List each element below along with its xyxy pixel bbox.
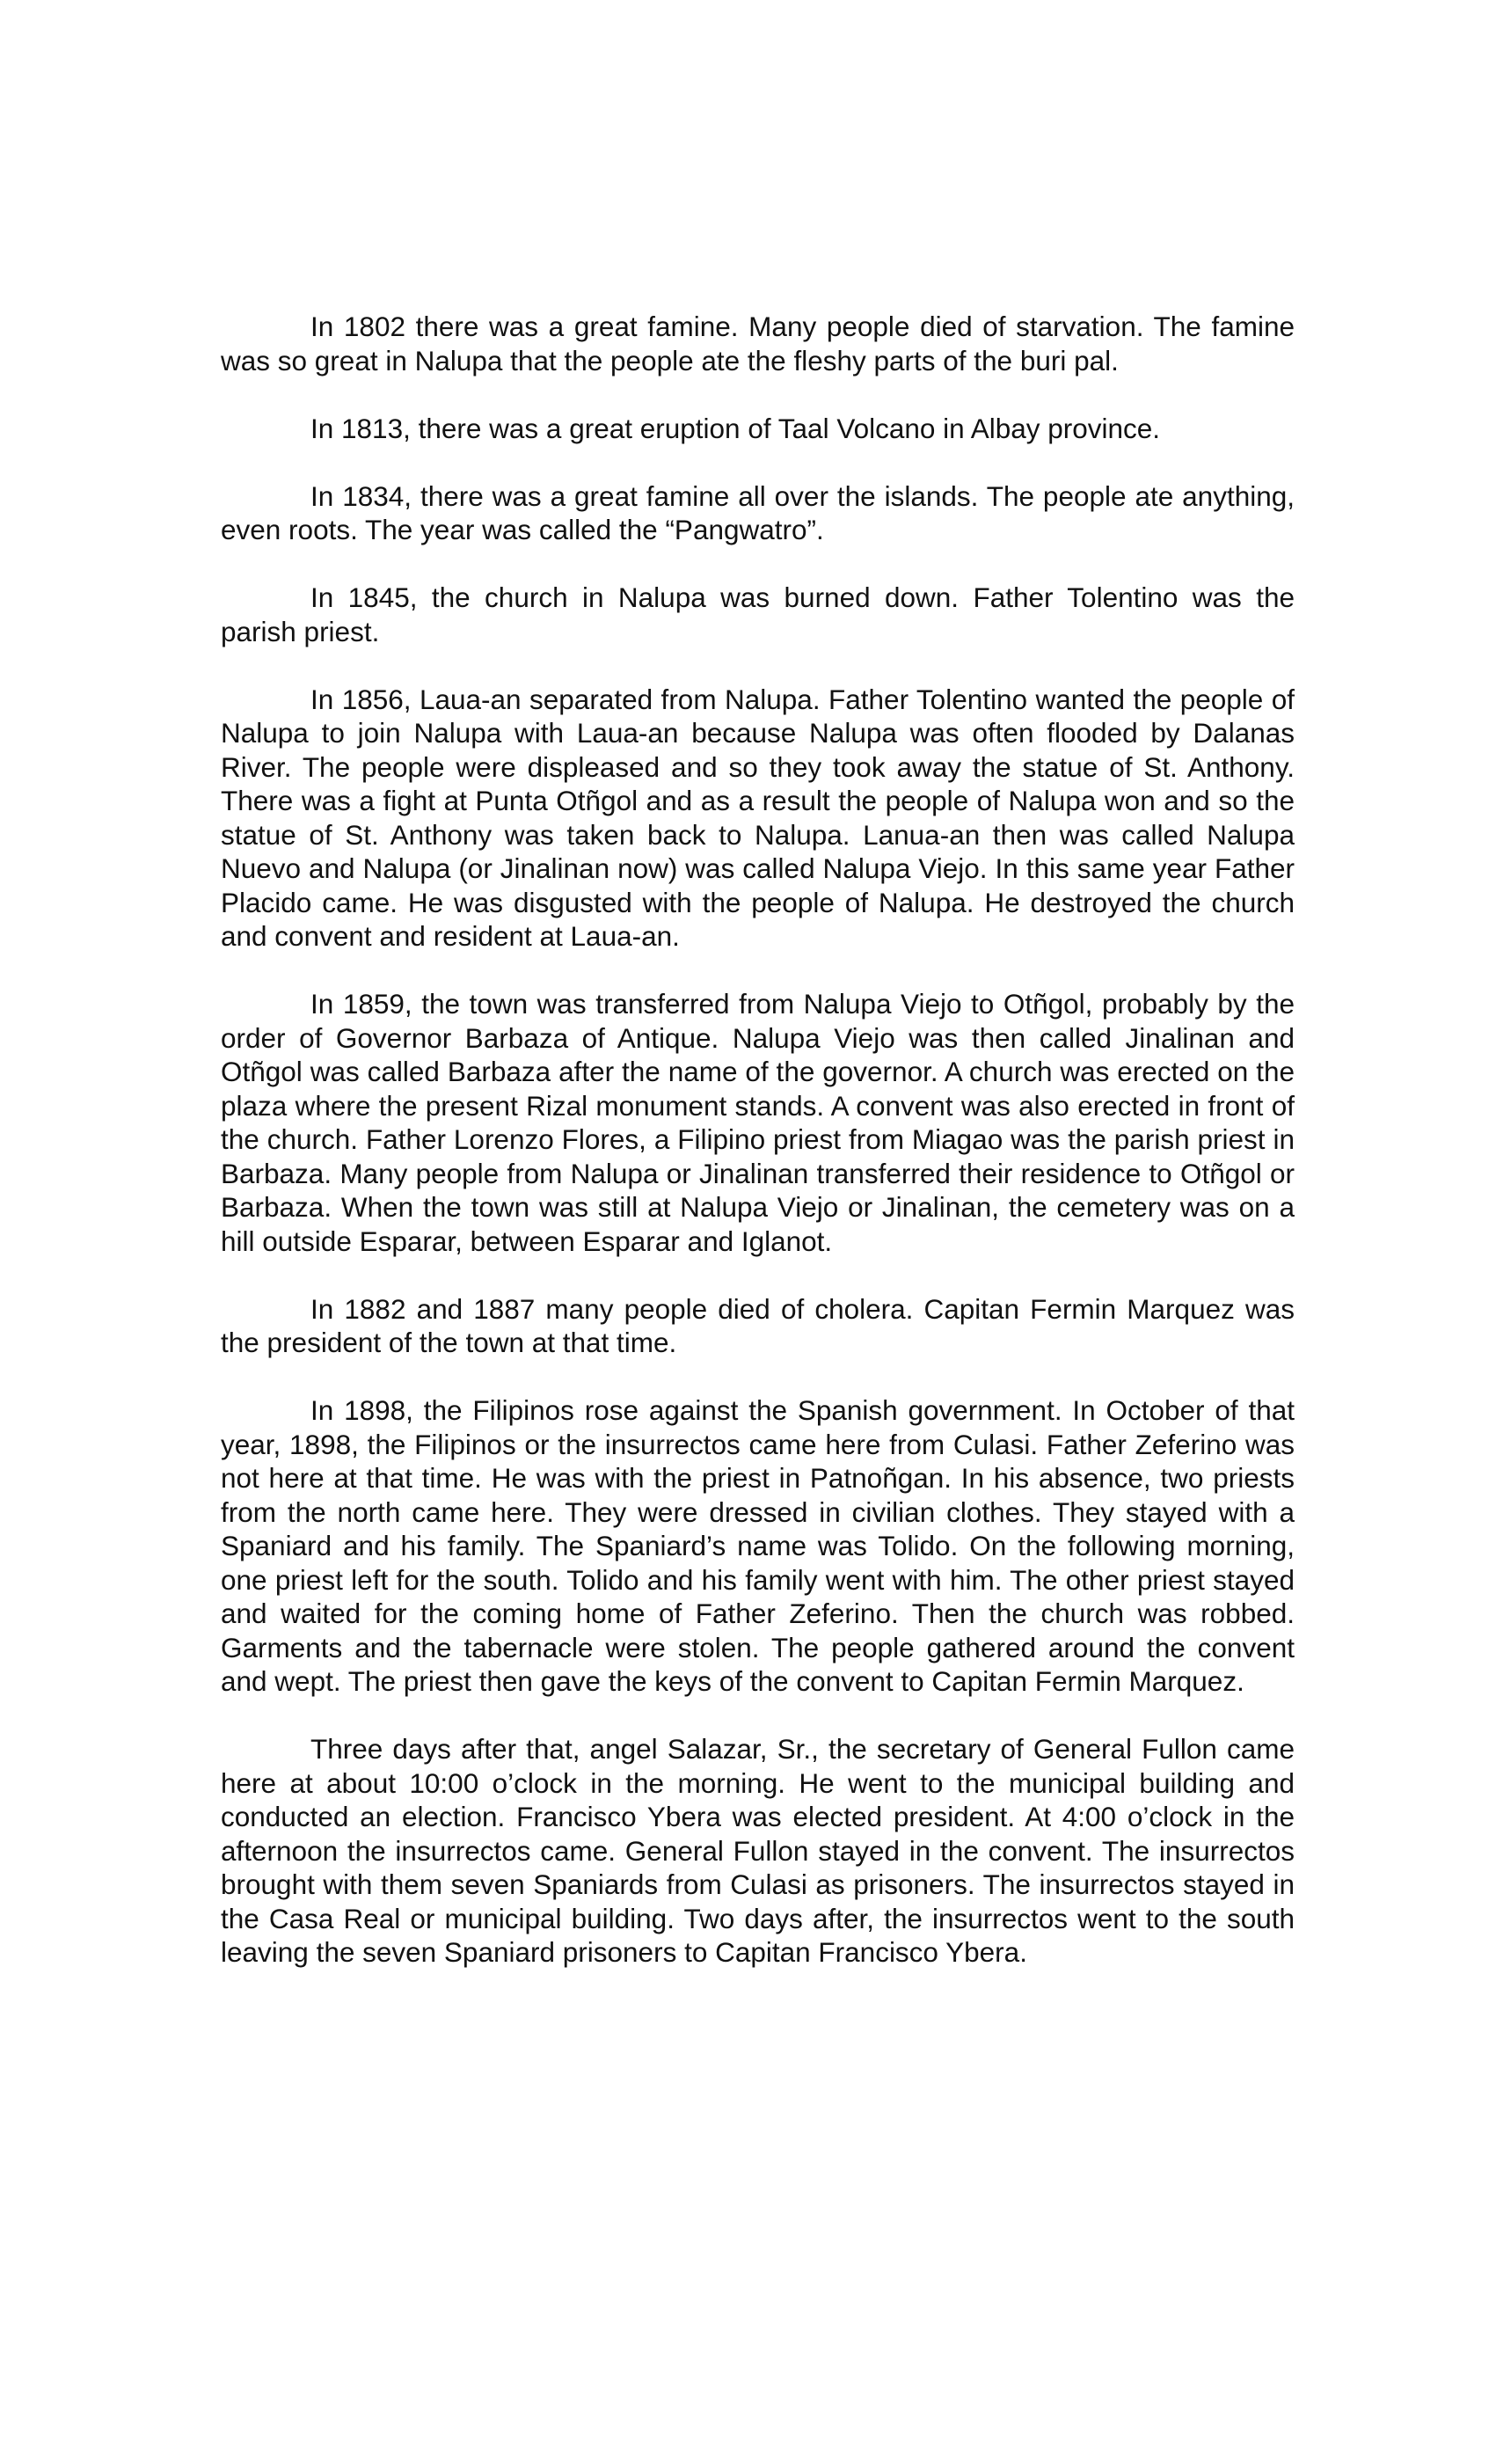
body-text [221, 310, 1295, 2003]
paragraph-1834-famine: In 1834, there was a great famine all over the islands. The people ate anything, even roots. The year was called the “Pangwatro”. [221, 479, 1295, 545]
paragraph-1813-eruption: In 1813, there was a great eruption of Taal Volcano in Albay province. [310, 412, 1161, 444]
paragraph-1856-separation: In 1856, Laua-an separated from Nalupa. Father Tolentino wanted the people of Nalupa to join Nalupa with Laua-an because Nalupa was often flooded by Dalanas River. The people were displeased and so they took away the statue of St. Anthony. There was a fight at Punta Otñgol and as a result the people of Nalupa won and so the statue of St. Anthony was taken back to Nalupa. Lanua-an then was called Nalupa Nuevo and Nalupa (or Jinalinan now) was called Nalupa Viejo. In this same year Father Placido came. He was disgusted with the people of Nalupa. He destroyed the church and convent and resident at Laua-an. [221, 683, 1295, 952]
paragraph-1845-church-burned: In 1845, the church in Nalupa was burned down. Father Tolentino was the parish priest. [221, 581, 1295, 647]
paragraph-1859-town-transfer: In 1859, the town was transferred from Nalupa Viejo to Otñgol, probably by the order of Governor Barbaza of Antique. Nalupa Viejo was then called Jinalinan and Otñgol was called Barbaza after the name of the governor. A church was erected on the plaza where the present Rizal monument stands. A convent was also erected in front of the church. Father Lorenzo Flores, a Filipino priest from Miagao was the parish priest in Barbaza. Many people from Nalupa or Jinalinan transferred their residence to Otñgol or Barbaza. When the town was still at Nalupa Viejo or Jinalinan, the cemetery was on a hill outside Esparar, between Esparar and Iglanot. [221, 988, 1295, 1257]
paragraph-1898-revolt: In 1898, the Filipinos rose against the Spanish government. In October of that year, 1898, the Filipinos or the insurrectos came here from Culasi. Father Zeferino was not here at that time. He was with the priest in Patnoñgan. In his absence, two priests from the north came here. They were dressed in civilian clothes. They stayed with a Spaniard and his family. The Spaniard’s name was Tolido. On the following morning, one priest left for the south. Tolido and his family went with him. The other priest stayed and waited for the coming home of Father Zeferino. Then the church was robbed. Garments and the tabernacle were stolen. The people gathered around the convent and wept. The priest then gave the keys of the convent to Capitan Fermin Marquez. [221, 1394, 1295, 1697]
paragraph-1882-cholera: In 1882 and 1887 many people died of cholera. Capitan Fermin Marquez was the president of the town at that time. [221, 1292, 1295, 1358]
paragraph-1802-famine: In 1802 there was a great famine. Many people died of starvation. The famine was so great in Nalupa that the people ate the fleshy parts of the buri pal. [221, 311, 1295, 377]
paragraph-election-insurrectos: Three days after that, angel Salazar, Sr., the secretary of General Fullon came here at about 10:00 o’clock in the morning. He went to the municipal building and conducted an election. Francisco Ybera was elected president. At 4:00 o’clock in the afternoon the insurrectos came. General Fullon stayed in the convent. The insurrectos brought with them seven Spaniards from Culasi as prisoners. The insurrectos stayed in the Casa Real or municipal building. Two days after, the insurrectos went to the south leaving the seven Spaniard prisoners to Capitan Francisco Ybera. [221, 1733, 1295, 1968]
